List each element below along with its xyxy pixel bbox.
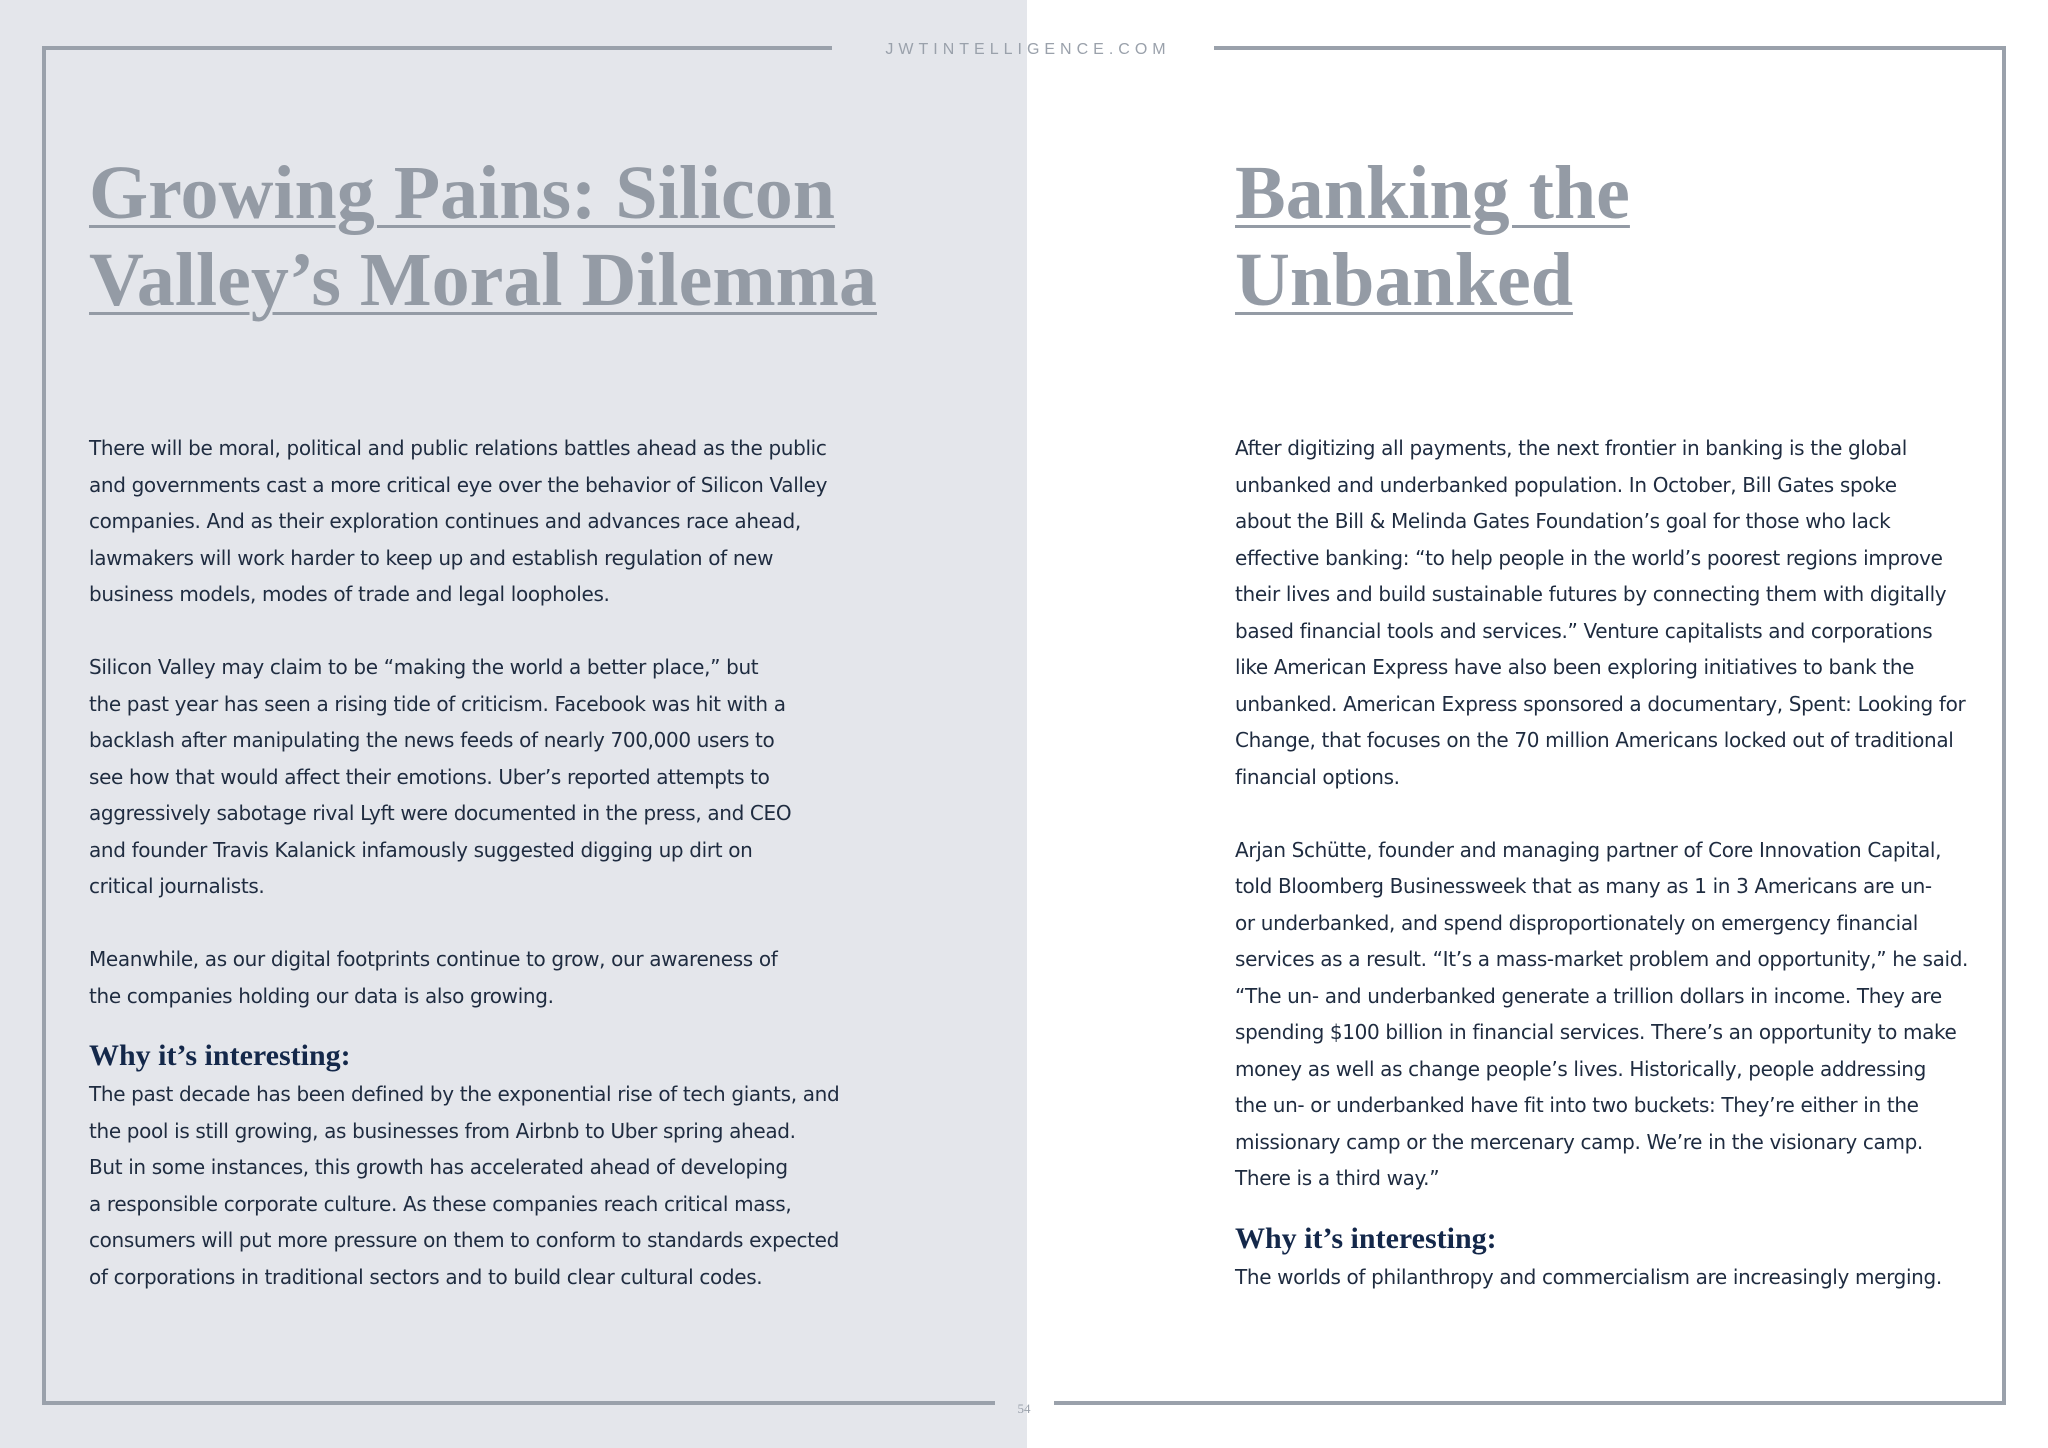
text-line: unbanked. American Express sponsored a documentary, Spent: Looking for [1235,691,1966,716]
text-line: Meanwhile, as our digital footprints continue to grow, our awareness of [89,947,778,971]
body-paragraph [89,430,839,613]
title-line: Banking the [1235,151,1630,235]
text-line: After digitizing all payments, the next frontier in banking is the global [1235,436,1907,460]
text-line: based financial tools and services.” Venture capitalists and corporations [1235,618,1933,643]
text-line: about the Bill & Melinda Gates Foundation’s goal for those who lack [1235,509,1891,533]
text-line: the pool is still growing, as businesses from Airbnb to Uber spring ahead. [89,1118,796,1143]
text-line: companies. And as their exploration continues and advances race ahead, [89,509,801,533]
body-paragraph [1235,832,1968,1197]
text-line: There will be moral, political and public relations battles ahead as the public [89,436,827,460]
why-interesting-heading: Why it’s interesting: [1235,1221,1497,1255]
text-line: effective banking: “to help people in the world’s poorest regions improve [1235,545,1943,570]
text-line: the un- or underbanked have fit into two buckets: They’re either in the [1235,1093,1919,1117]
text-line: or underbanked, and spend disproportionately on emergency financial [1235,910,1918,935]
text-line: their lives and build sustainable futures by connecting them with digitally [1235,582,1947,606]
body-paragraph [89,941,839,1014]
text-line: The past decade has been defined by the exponential rise of tech giants, and [89,1082,840,1106]
text-line: Change, that focuses on the 70 million Americans locked out of traditional [1235,728,1954,752]
text-line: and founder Travis Kalanick infamously suggested digging up dirt on [89,837,753,862]
text-line: consumers will put more pressure on them to conform to standards expected [89,1228,839,1252]
text-line: “The un- and underbanked generate a trillion dollars in income. They are [1235,983,1942,1008]
text-line: the past year has seen a rising tide of criticism. Facebook was hit with a [89,691,786,716]
text-line: money as well as change people’s lives. Historically, people addressing [1235,1056,1926,1081]
text-line: missionary camp or the mercenary camp. We’re in the visionary camp. [1235,1129,1923,1154]
text-line: Arjan Schütte, founder and managing partner of Core Innovation Capital, [1235,837,1942,862]
frame-right-edge [2002,46,2006,1405]
text-line: and governments cast a more critical eye over the behavior of Silicon Valley [89,472,828,497]
why-interesting-paragraph [89,1076,839,1295]
page-number: 54 [1017,1401,1031,1416]
text-line: But in some instances, this growth has accelerated ahead of developing [89,1155,788,1179]
title-line: Valley’s Moral Dilemma [89,238,877,322]
text-line: critical journalists. [89,874,265,898]
text-line: business models, modes of trade and legal loopholes. [89,582,610,606]
text-line: aggressively sabotage rival Lyft were documented in the press, and CEO [89,801,792,825]
left-article-title [89,150,877,324]
text-line: unbanked and underbanked population. In October, Bill Gates spoke [1235,472,1897,497]
right-article-body [1235,430,1968,1332]
text-line: spending $100 billion in financial services. There’s an opportunity to make [1235,1020,1957,1044]
text-line: financial options. [1235,764,1400,789]
text-line: services as a result. “It’s a mass-market problem and opportunity,” he said. [1235,947,1969,971]
body-paragraph [89,649,839,905]
site-url: JWTINTELLIGENCE.COM [885,41,1171,58]
text-line: There is a third way.” [1235,1166,1440,1190]
title-line: Growing Pains: Silicon [89,151,836,235]
frame-left-edge [42,46,46,1405]
text-line: lawmakers will work harder to keep up and establish regulation of new [89,545,774,570]
text-line: backlash after manipulating the news feeds of nearly 700,000 users to [89,728,775,752]
text-line: The worlds of philanthropy and commercialism are increasingly merging. [1235,1264,1942,1289]
text-line: the companies holding our data is also growing. [89,983,554,1008]
text-line: see how that would affect their emotions. Uber’s reported attempts to [89,764,770,789]
text-line: a responsible corporate culture. As these companies reach critical mass, [89,1191,792,1216]
right-article-title [1235,150,1630,324]
why-interesting-heading: Why it’s interesting: [89,1039,351,1072]
why-interesting-paragraph [1235,1259,1968,1296]
text-line: told Bloomberg Businessweek that as many as 1 in 3 Americans are un- [1235,874,1932,898]
body-paragraph [1235,430,1968,795]
text-line: like American Express have also been exploring initiatives to bank the [1235,655,1915,679]
title-line: Unbanked [1235,238,1573,322]
left-article-body [89,430,839,1332]
text-line: Silicon Valley may claim to be “making the world a better place,” but [89,655,759,679]
text-line: of corporations in traditional sectors and to build clear cultural codes. [89,1264,763,1289]
